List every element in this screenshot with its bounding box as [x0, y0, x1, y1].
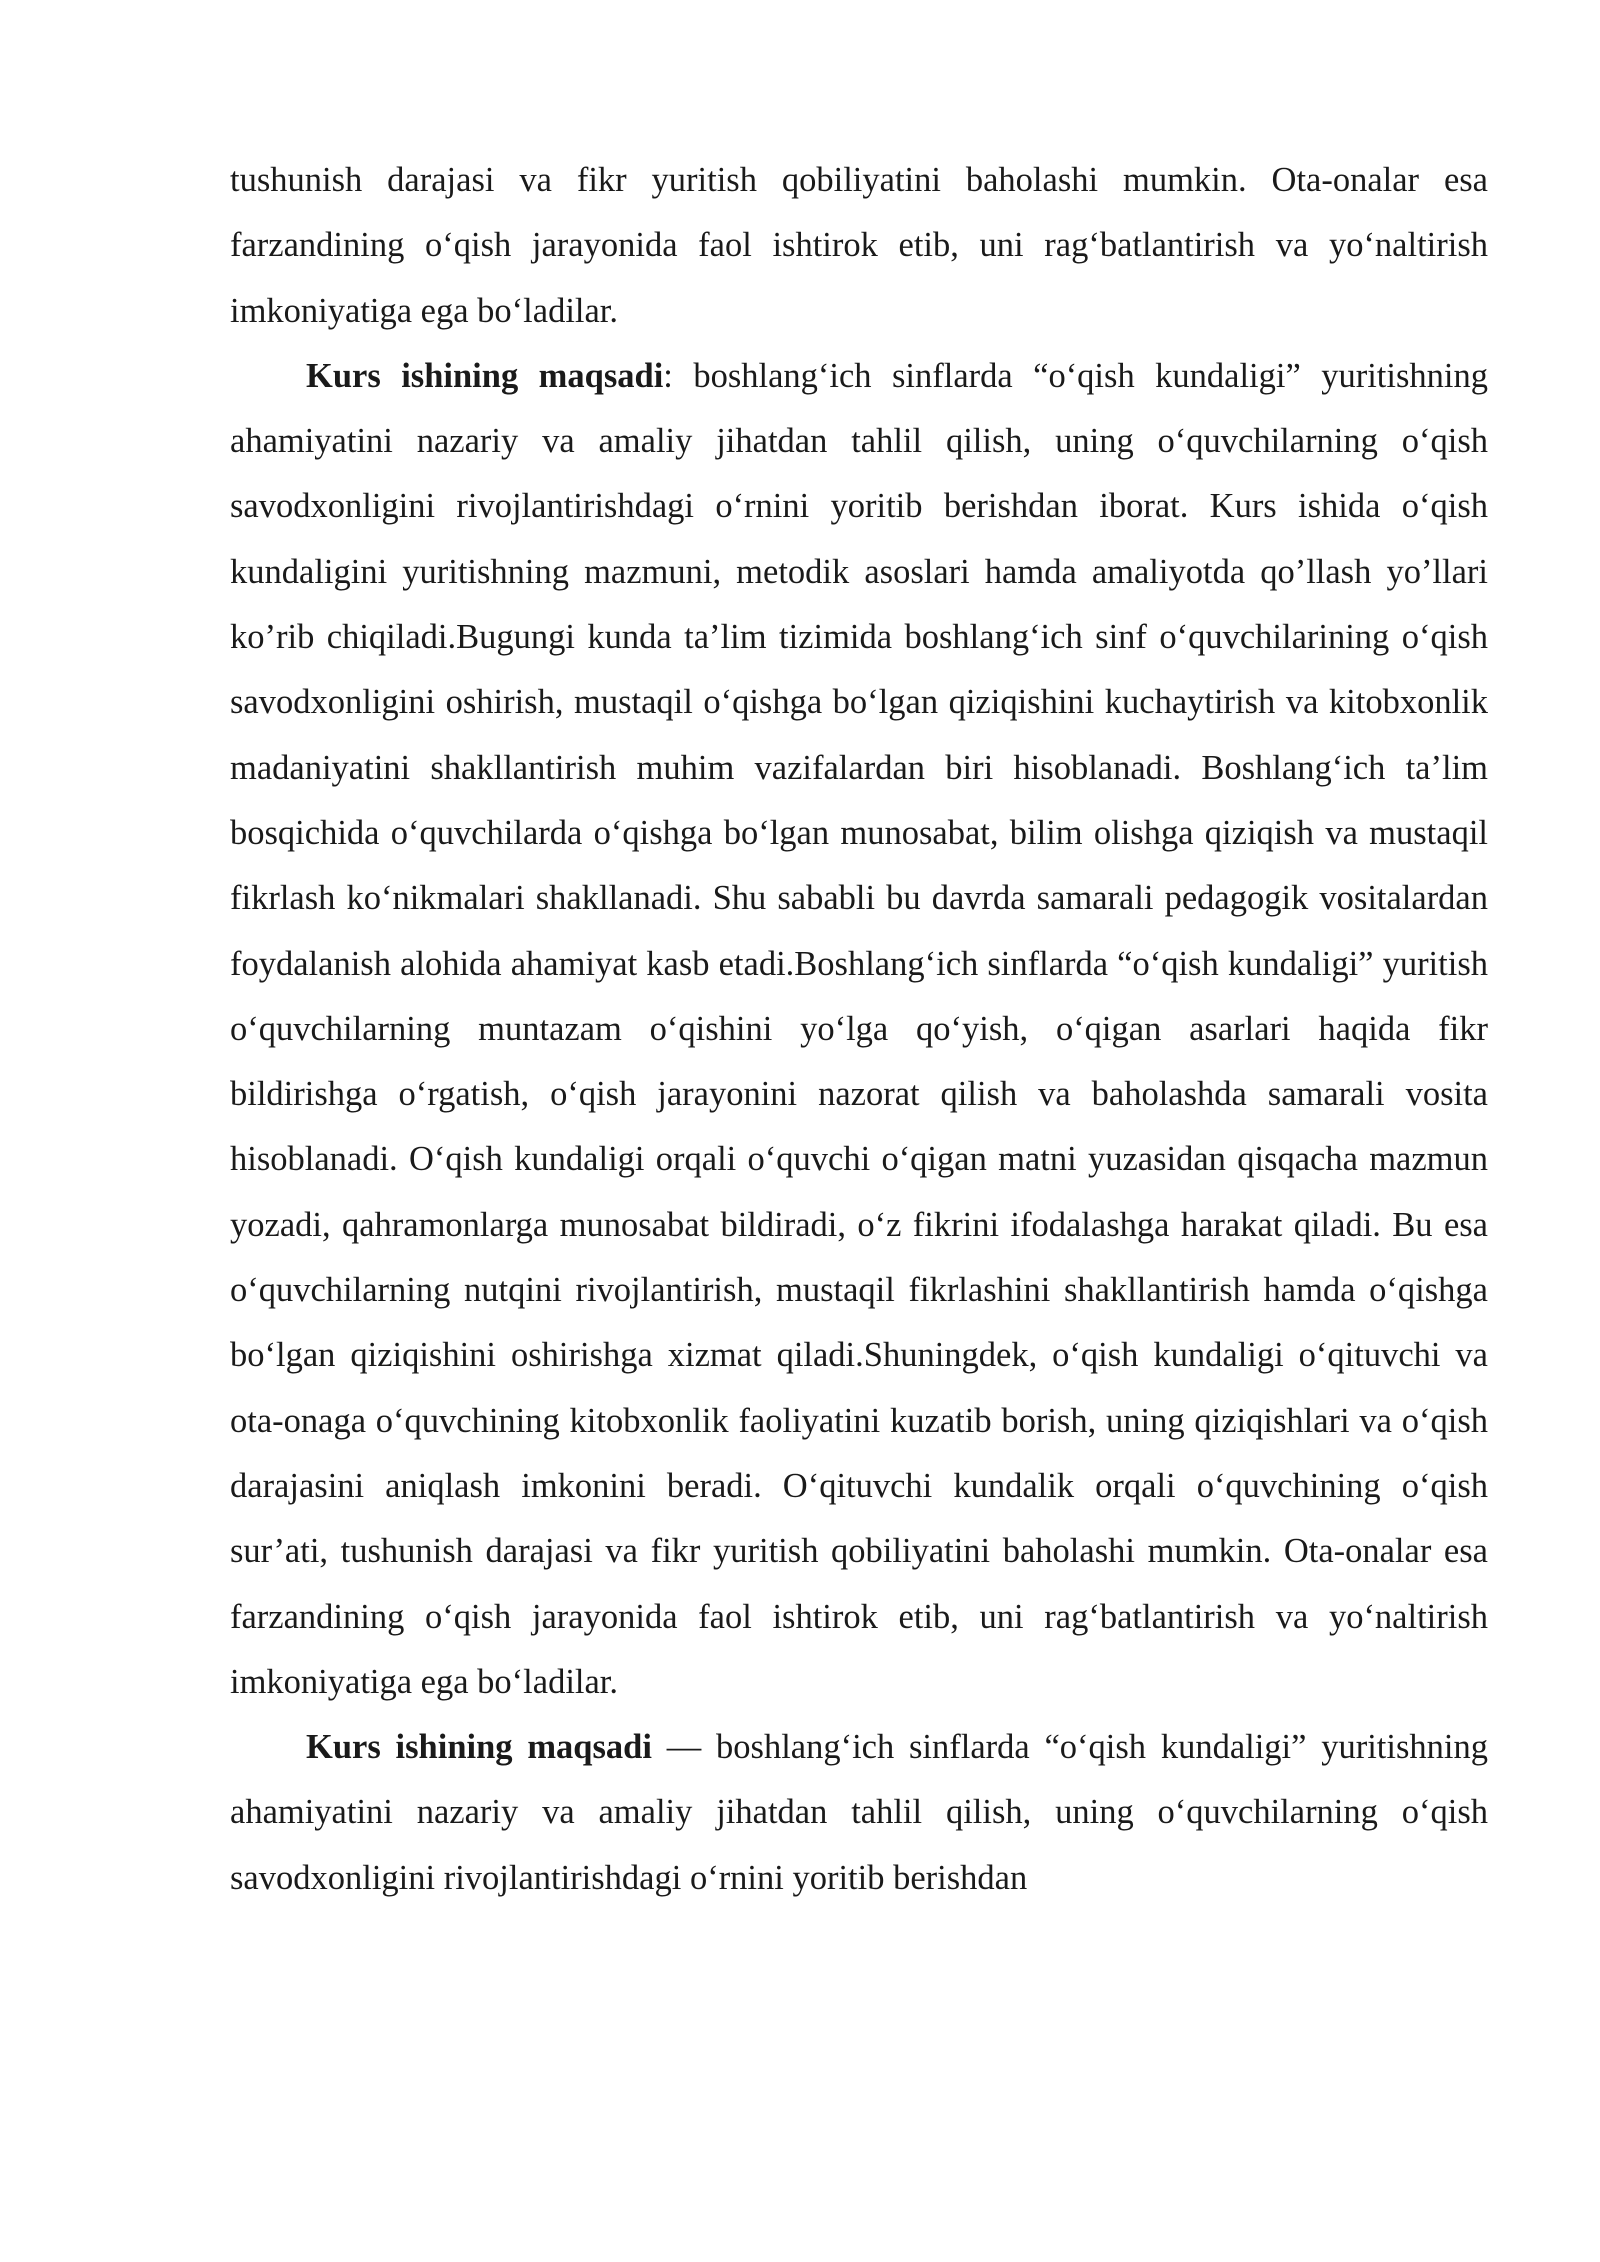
paragraph-1: tushunish darajasi va fikr yuritish qobiliyatini baholashi mumkin. Ota-onalar esa farzandining o‘qish jarayonida faol ishtirok etib, uni rag‘batlantirish va yo‘naltirish imkoniyatiga ega bo‘ladilar. [230, 161, 1488, 330]
paragraph-2-text: : boshlang‘ich sinflarda “o‘qish kundaligi” yuritishning ahamiyatini nazariy va amaliy jihatdan tahlil qilish, uning o‘quvchilarning o‘qish savodxonligini rivojlantirishdagi o‘rnini yoritib berishdan iborat. Kurs ishida o‘qish kundaligini yuritishning mazmuni, metodik asoslari hamda amaliyotda qo’llash yo’llari ko’rib chiqiladi.Bugungi kunda ta’lim tizimida boshlang‘ich sinf o‘quvchilarining o‘qish savodxonligini oshirish, mustaqil o‘qishga bo‘lgan qiziqishini kuchaytirish va kitobxonlik madaniyatini shakllantirish muhim vazifalardan biri hisoblanadi. Boshlang‘ich ta’lim bosqichida o‘quvchilarda o‘qishga bo‘lgan munosabat, bilim olishga qiziqish va mustaqil fikrlash ko‘nikmalari shakllanadi. Shu sababli bu davrda samarali pedagogik vositalardan foydalanish alohida ahamiyat kasb etadi.Boshlang‘ich sinflarda “o‘qish kundaligi” yuritish o‘quvchilarning muntazam o‘qishini yo‘lga qo‘yish, o‘qigan asarlari haqida fikr bildirishga o‘rgatish, o‘qish jarayonini nazorat qilish va baholashda samarali vosita hisoblanadi. O‘qish kundaligi orqali o‘quvchi o‘qigan matni yuzasidan qisqacha mazmun yozadi, qahramonlarga munosabat bildiradi, o‘z fikrini ifodalashga harakat qiladi. Bu esa o‘quvchilarning nutqini rivojlantirish, mustaqil fikrlashini shakllantirish hamda o‘qishga bo‘lgan qiziqishini oshirishga xizmat qiladi.Shuningdek, o‘qish kundaligi o‘qituvchi va ota-onaga o‘quvchining kitobxonlik faoliyatini kuzatib borish, uning qiziqishlari va o‘qish darajasini aniqlash imkonini beradi. O‘qituvchi kundalik orqali o‘quvchining o‘qish sur’ati, tushunish darajasi va fikr yuritish qobiliyatini baholashi mumkin. Ota-onalar esa farzandining o‘qish jarayonida faol ishtirok etib, uni rag‘batlantirish va yo‘naltirish imkoniyatiga ega bo‘ladilar. [230, 356, 1488, 1701]
document-body [230, 148, 1488, 1911]
paragraph-3-text: — boshlang‘ich sinflarda “o‘qish kundaligi” yuritishning ahamiyatini nazariy va amaliy jihatdan tahlil qilish, uning o‘quvchilarning o‘qish savodxonligini rivojlantirishdagi o‘rnini yoritib berishdan [230, 1728, 1488, 1897]
paragraph-3-heading: Kurs ishining maqsadi [306, 1728, 652, 1767]
paragraph-2-heading: Kurs ishining maqsadi [306, 356, 664, 395]
paragraph-2 [230, 344, 1488, 1715]
paragraph-3 [230, 1715, 1488, 1911]
